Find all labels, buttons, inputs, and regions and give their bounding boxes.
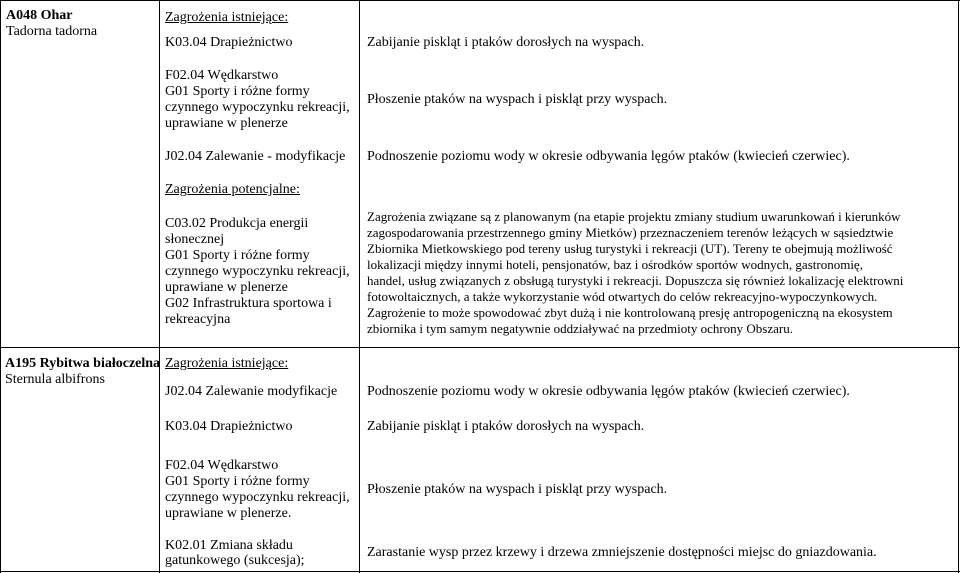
threat-code: C03.02 Produkcja energii [165,216,309,231]
table-border-bottom [0,571,960,572]
threat-code: słonecznej [165,232,225,247]
species-latin-a195: Sternula albifrons [5,372,105,387]
threat-description: Płoszenie ptaków na wyspach i piskląt przy wyspach. [367,482,668,497]
threat-description: Zarastanie wysp przez krzewy i drzewa zmniejszenie dostępności miejsc do gniazdowania. [367,545,877,560]
threat-description: Płoszenie ptaków na wyspach i piskląt przy wyspach. [367,92,668,107]
threat-code: F02.04 Wędkarstwo [165,458,279,473]
threat-code: uprawiane w plenerze. [165,506,292,521]
existing-threats-heading: Zagrożenia istniejące: [165,356,289,371]
threat-description: Zagrożenia związane są z planowanym (na etapie projektu zmiany studium uwarunkowań i kierunków [367,209,901,224]
threat-description: zagospodarowania przestrzennego gminy Mietków) przeznaczeniem terenów leżących w sąsiedztwie [367,225,894,240]
threat-description: Podnoszenie poziomu wody w okresie odbywania lęgów ptaków (kwiecień czerwiec). [367,149,850,164]
table-divider-2 [359,0,360,573]
threat-code: F02.04 Wędkarstwo [165,68,279,83]
threat-code: uprawiane w plenerze [165,116,288,131]
threat-code: G01 Sporty i różne formy [165,248,310,263]
threat-description: Zabijanie piskląt i ptaków dorosłych na wyspach. [367,35,645,50]
threat-description: lokalizacji między innymi hoteli, pensjonatów, baz i ośrodków sportów wodnych, gastronomię, [367,257,863,272]
threat-code: G02 Infrastruktura sportowa i [165,296,332,311]
threat-code: uprawiane w plenerze [165,280,288,295]
threat-code: J02.04 Zalewanie - modyfikacje [165,149,346,164]
threat-code: gatunkowego (sukcesja); [165,553,305,568]
threat-code: G01 Sporty i różne formy [165,474,310,489]
threat-code: J02.04 Zalewanie modyfikacje [165,384,338,399]
table-border-left [0,0,1,573]
table-divider-1 [159,0,160,573]
threat-code: K03.04 Drapieżnictwo [165,419,293,434]
threat-code: K03.04 Drapieżnictwo [165,35,293,50]
threat-code: K02.01 Zmiana składu [165,538,293,553]
threat-description: fotowoltaicznych, a także wykorzystanie wód otwartych do celów rekreacyjno-wypoczynkowych. [367,289,878,304]
threat-code: czynnego wypoczynku rekreacji, [165,264,350,279]
threat-description: Zagrożenie to może spowodować zbyt dużą i nie kontrolowaną presję antropogeniczną na ekosystem [367,305,893,320]
threat-description: Podnoszenie poziomu wody w okresie odbywania lęgów ptaków (kwiecień czerwiec). [367,384,850,399]
table-border-top [0,0,960,1]
threat-code: G01 Sporty i różne formy [165,84,310,99]
threat-description: Zabijanie piskląt i ptaków dorosłych na wyspach. [367,419,645,434]
threat-code: czynnego wypoczynku rekreacji, [165,490,350,505]
existing-threats-heading: Zagrożenia istniejące: [165,10,289,25]
threat-description: handel, usług związanych z obsługą turystyki i rekreacji. Dopuszcza się również lokalizację elektrowni [367,273,904,288]
species-name-a048: A048 Ohar [6,8,73,23]
species-name-a195: A195 Rybitwa białoczelna [5,356,161,371]
species-latin-a048: Tadorna tadorna [6,24,98,39]
potential-threats-heading: Zagrożenia potencjalne: [165,182,300,197]
threat-code: rekreacyjna [165,312,231,327]
row-divider [0,347,960,348]
threat-code: czynnego wypoczynku rekreacji, [165,100,350,115]
table-border-right [958,0,959,573]
threat-description: zbiornika i tym samym negatywnie oddziaływać na przedmioty ochrony Obszaru. [367,321,793,336]
threat-description: Zbiornika Mietkowskiego pod tereny usług turystyki i rekreacji (UT). Tereny te obejmują możliwość [367,241,893,256]
